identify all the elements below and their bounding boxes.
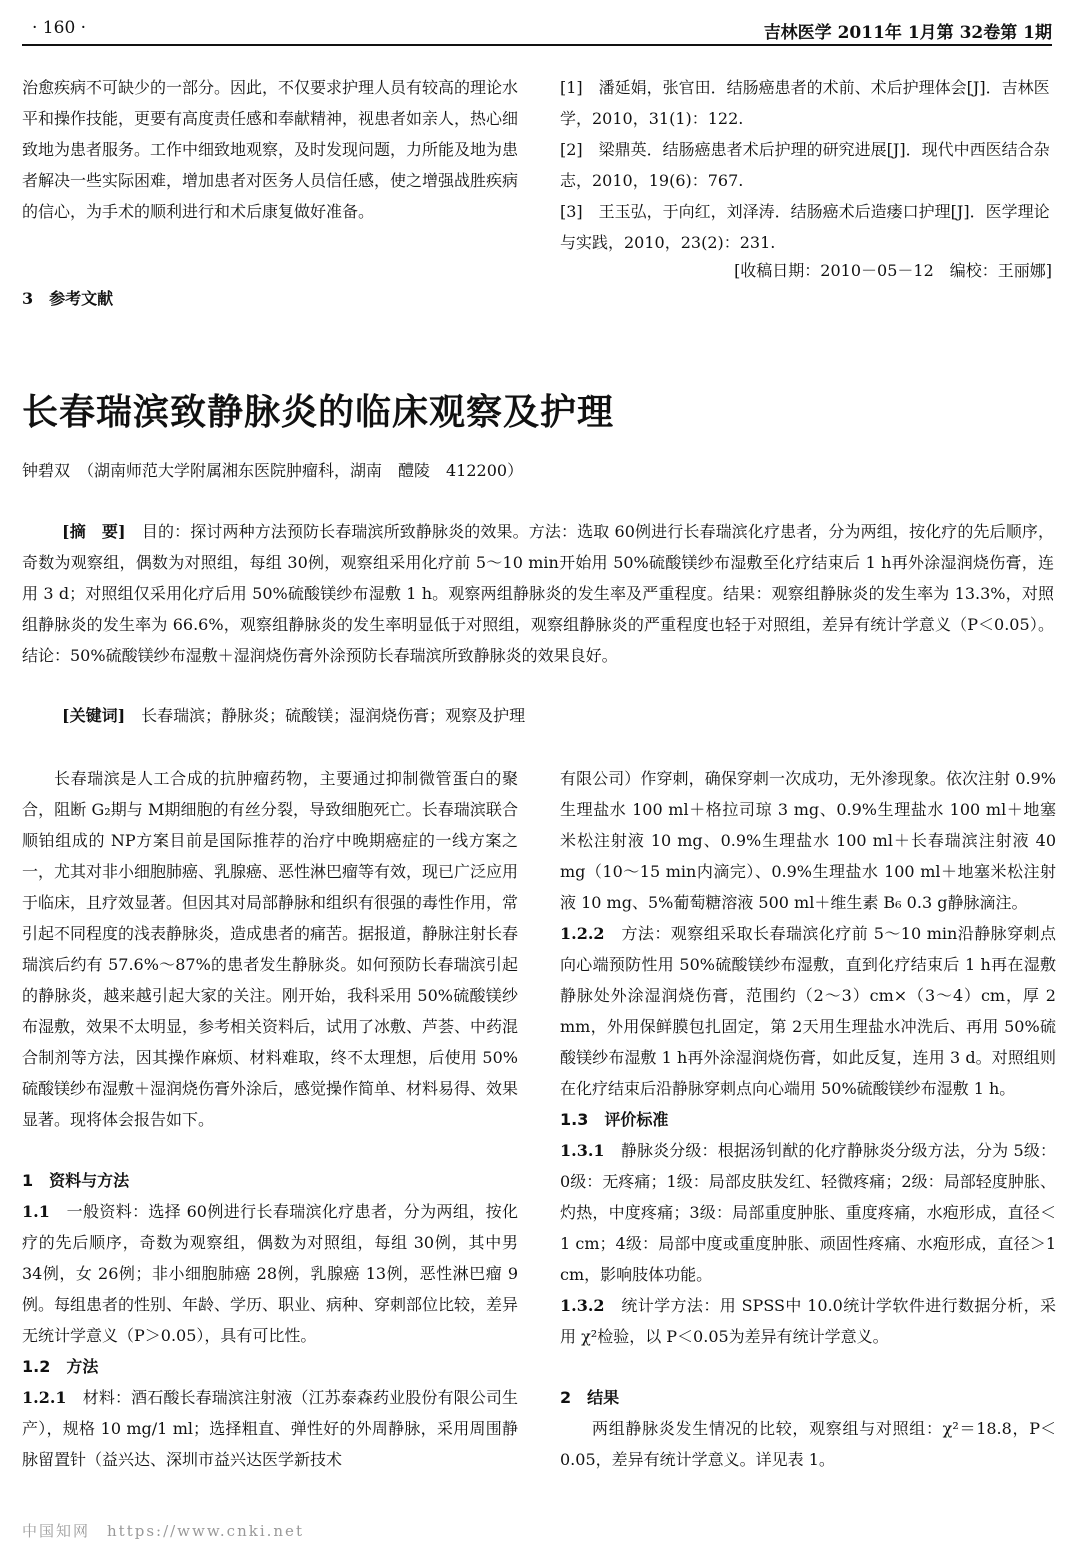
- keywords-text: 长春瑞滨；静脉炎；硫酸镁；湿润烧伤膏；观察及护理: [141, 706, 526, 725]
- header-rule: [22, 44, 1052, 46]
- subsection-label: 1.3.2: [560, 1296, 605, 1315]
- abstract-text: 目的：探讨两种方法预防长春瑞滨所致静脉炎的效果。方法：选取 60例进行长春瑞滨化疗患者，分为两组，按化疗的先后顺序，奇数为观察组，偶数为对照组，每组 30例，观察组采用化疗前 5～10 min开始用 50%硫酸镁纱布湿敷至化疗结束后 1 h再外涂湿润烧伤膏，连用 3 d；对照组仅采用化疗后用 50%硫酸镁纱布湿敷 1 h。观察两组静脉炎的发生率及严重程度。结果：观察组静脉炎的发生率为 13.3%，对照组静脉炎的发生率为 66.6%，观察组静脉炎的发生率明显低于对照组，观察组静脉炎的严重程度也轻于对照组，差异有统计学意义（P＜0.05）。结论：50%硫酸镁纱布湿敷＋湿润烧伤膏外涂预防长春瑞滨所致静脉炎的效果良好。: [22, 522, 1054, 665]
- continued-paragraph: 有限公司）作穿刺，确保穿刺一次成功，无外渗现象。依次注射 0.9%生理盐水 100 ml＋格拉司琼 3 mg、0.9%生理盐水 100 ml＋地塞米松注射液 10 mg、0.9%生理盐水 100 ml＋长春瑞滨注射液 40 mg（10～15 min内滴完）、0.9%生理盐水 100 ml＋地塞米松注射液 10 mg、5%葡萄糖溶液 500 ml＋维生素 B₆ 0.3 g静脉滴注。: [560, 769, 1056, 912]
- subsection-1-2-1: [22, 1382, 518, 1475]
- subsection-1-3-1: [560, 1135, 1056, 1290]
- subsection-1-1: [22, 1196, 518, 1351]
- reference-item: [2] 梁鼎英．结肠癌患者术后护理的研究进展[J]．现代中西医结合杂志，2010，19(6)：767.: [560, 140, 1050, 190]
- right-column: [560, 763, 1056, 1475]
- page-number: · 160 ·: [32, 18, 87, 38]
- references-heading: 3 参考文献: [22, 289, 114, 308]
- subsection-heading: 1.2 方法: [22, 1357, 99, 1376]
- results-paragraph: 两组静脉炎发生情况的比较，观察组与对照组：χ²＝18.8，P＜0.05，差异有统计学意义。详见表 1。: [560, 1419, 1056, 1469]
- subsection-heading: 1.3 评价标准: [560, 1110, 669, 1129]
- prev-article-text: [22, 72, 518, 227]
- subsection-label: 1.2.1: [22, 1388, 67, 1407]
- subsection-label: 1.1: [22, 1202, 50, 1221]
- subsection-text: 静脉炎分级：根据汤钊猷的化疗静脉炎分级方法，分为 5级：0级：无疼痛；1级：局部皮肤发红、轻微疼痛；2级：局部轻度肿胀、灼热，中度疼痛；3级：局部重度肿胀、重度疼痛，水疱形成，直径＜1 cm；4级：局部中度或重度肿胀、顽固性疼痛、水疱形成，直径＞1 cm，影响肢体功能。: [560, 1141, 1056, 1284]
- abstract: [22, 516, 1054, 671]
- prev-article-paragraph: 治愈疾病不可缺少的一部分。因此，不仅要求护理人员有较高的理论水平和操作技能，更要有高度责任感和奉献精神，视患者如亲人，热心细致地为患者服务。工作中细致地观察，及时发现问题，力所能及地为患者解决一些实际困难，增加患者对医务人员信任感，使之增强战胜疾病的信心，为手术的顺利进行和术后康复做好准备。: [22, 78, 519, 221]
- journal-header: 吉林医学 2011年 1月第 32卷第 1期: [763, 23, 1052, 43]
- subsection-label: 1.2.2: [560, 924, 605, 943]
- left-column: [22, 763, 518, 1475]
- section-heading: 1 资料与方法: [22, 1171, 130, 1190]
- watermark: 中国知网 https://www.cnki.net: [22, 1522, 304, 1540]
- author-line: 钟碧双 （湖南师范大学附属湘东医院肿瘤科，湖南 醴陵 412200）: [22, 461, 524, 480]
- reference-item: [3] 王玉弘，于向红，刘泽涛．结肠癌术后造瘘口护理[J]．医学理论与实践，2010，23(2)：231.: [560, 202, 1050, 252]
- abstract-paragraph: [22, 516, 1054, 671]
- keywords: [62, 703, 525, 726]
- subsection-text: 统计学方法：用 SPSS中 10.0统计学软件进行数据分析，采用 χ²检验，以 P＜0.05为差异有统计学意义。: [560, 1296, 1056, 1346]
- received-date: [收稿日期：2010－05－12 编校：王丽娜]: [734, 261, 1052, 280]
- subsection-1-2-2: [560, 918, 1056, 1104]
- article-title: 长春瑞滨致静脉炎的临床观察及护理: [22, 392, 615, 433]
- subsection-label: 1.3.1: [560, 1141, 605, 1160]
- intro-paragraph: 长春瑞滨是人工合成的抗肿瘤药物，主要通过抑制微管蛋白的聚合，阻断 G₂期与 M期细胞的有丝分裂，导致细胞死亡。长春瑞滨联合顺铂组成的 NP方案目前是国际推荐的治疗中晚期癌症的一线方案之一，尤其对非小细胞肺癌、乳腺癌、恶性淋巴瘤等有效，现已广泛应用于临床，且疗效显著。但因其对局部静脉和组织有很强的毒性作用，常引起不同程度的浅表静脉炎，造成患者的痛苦。据报道，静脉注射长春瑞滨后约有 57.6%～87%的患者发生静脉炎。如何预防长春瑞滨引起的静脉炎，越来越引起大家的关注。刚开始，我科采用 50%硫酸镁纱布湿敷，效果不太明显，参考相关资料后，试用了冰敷、芦荟、中药混合制剂等方法，因其操作麻烦、材料难取，终不太理想，后使用 50%硫酸镁纱布湿敷＋湿润烧伤膏外涂后，感觉操作简单、材料易得、效果显著。现将体会报告如下。: [22, 769, 519, 1129]
- keywords-label: [关键词]: [62, 706, 126, 725]
- subsection-text: 一般资料：选择 60例进行长春瑞滨化疗患者，分为两组，按化疗的先后顺序，奇数为观察组，偶数为对照组，每组 30例，其中男 34例，女 26例；非小细胞肺癌 28例，乳腺癌 13例，恶性淋巴瘤 9例。每组患者的性别、年龄、学历、职业、病种、穿刺部位比较，差异无统计学意义（P＞0.05），具有可比性。: [22, 1202, 519, 1345]
- references: [560, 72, 1056, 258]
- abstract-label: [摘 要]: [62, 522, 126, 541]
- reference-item: [1] 潘延娟，张官田．结肠癌患者的术前、术后护理体会[J]．吉林医学，2010，31(1)：122.: [560, 78, 1050, 128]
- subsection-text: 材料：酒石酸长春瑞滨注射液（江苏泰森药业股份有限公司生产），规格 10 mg/1 ml；选择粗直、弹性好的外周静脉，采用周围静脉留置针（益兴达、深圳市益兴达医学新技术: [22, 1388, 518, 1469]
- subsection-1-3-2: [560, 1290, 1056, 1352]
- section-heading: 2 结果: [560, 1388, 620, 1407]
- subsection-text: 方法：观察组采取长春瑞滨化疗前 5～10 min沿静脉穿刺点向心端预防性用 50%硫酸镁纱布湿敷，直到化疗结束后 1 h再在湿敷静脉处外涂湿润烧伤膏，范围约（2～3）cm×（3～4）cm，厚 2 mm，外用保鲜膜包扎固定，第 2天用生理盐水冲洗后、再用 50%硫酸镁纱布湿敷 1 h再外涂湿润烧伤膏，如此反复，连用 3 d。对照组则在化疗结束后沿静脉穿刺点向心端用 50%硫酸镁纱布湿敷 1 h。: [560, 924, 1056, 1098]
